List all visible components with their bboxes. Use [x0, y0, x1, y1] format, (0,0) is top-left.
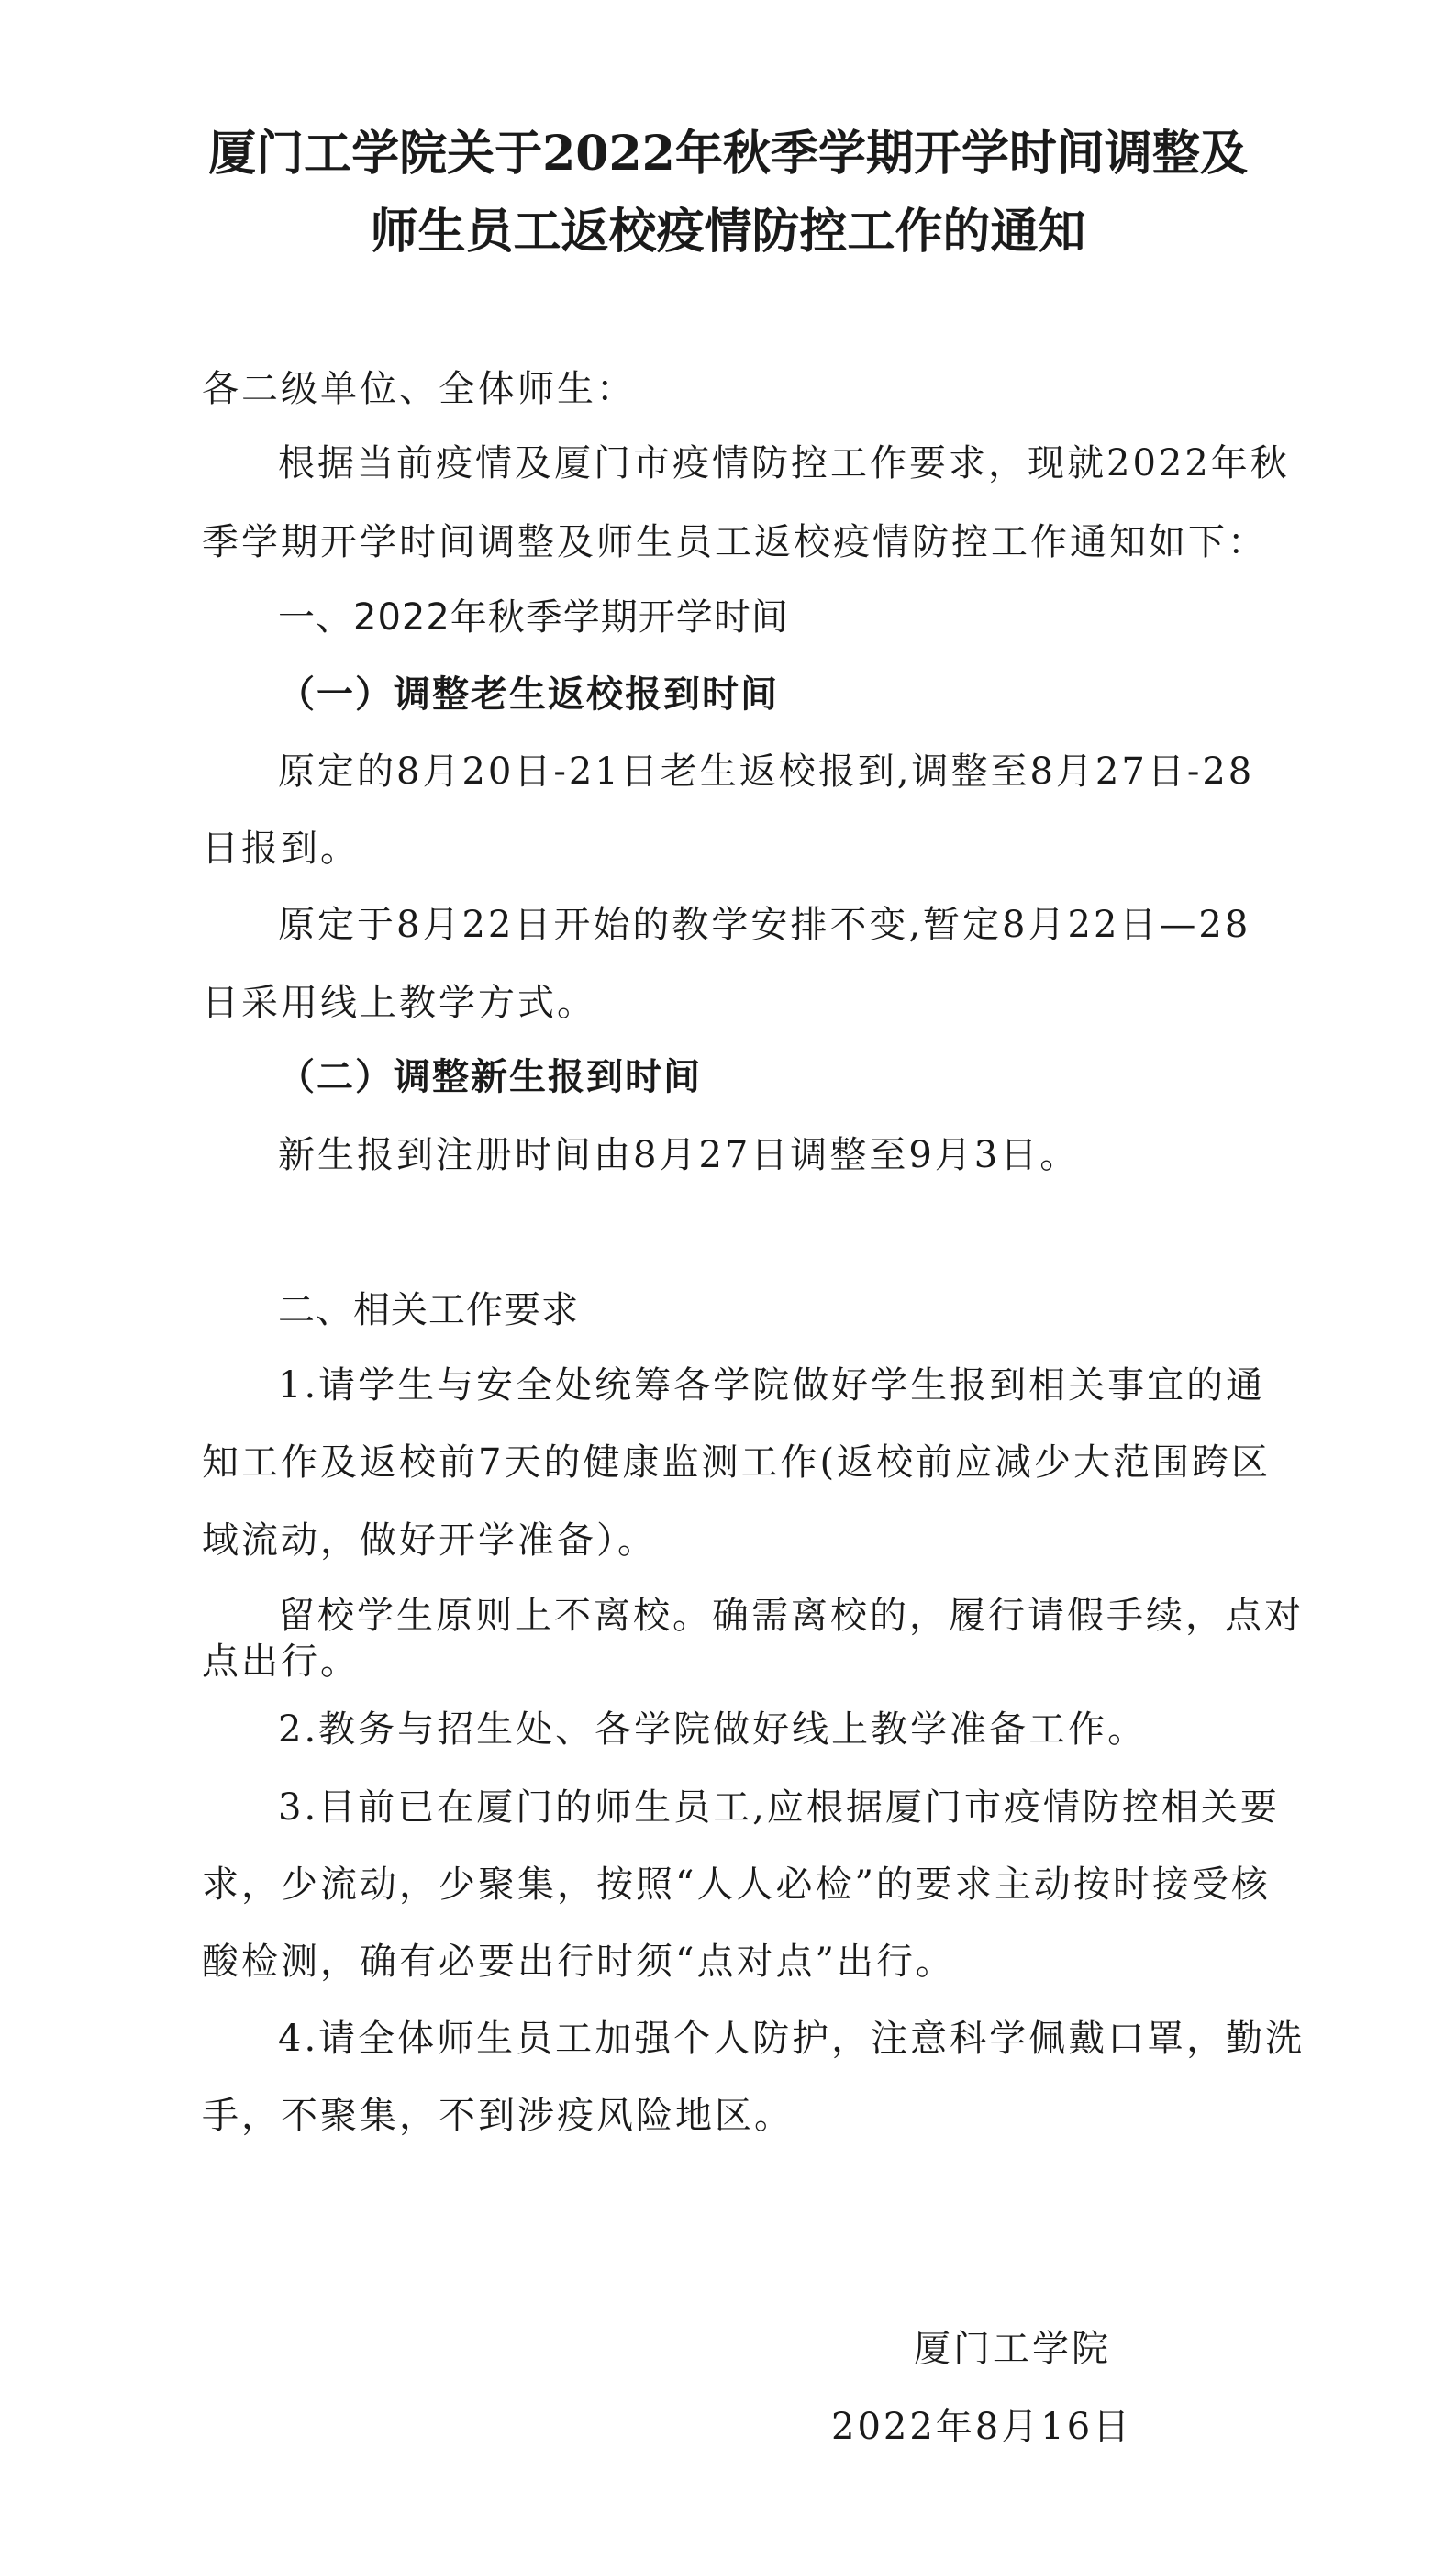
section-2-item-1-line-2: 知工作及返校前7天的健康监测工作(返校前应减少大范围跨区: [202, 1441, 1272, 1484]
section-2-note-line-1: 留校学生原则上不离校。确需离校的，履行请假手续，点对: [278, 1595, 1304, 1637]
section-1-sub-1-heading: （一）调整老生返校报到时间: [278, 673, 779, 716]
intro-line-2: 季学期开学时间调整及师生员工返校疫情防控工作通知如下：: [202, 521, 1267, 563]
signature-date: 2022年8月16日: [831, 2406, 1133, 2448]
signature-organization: 厦门工学院: [914, 2328, 1111, 2370]
section-2-heading: 二、相关工作要求: [278, 1289, 579, 1331]
section-2-note-line-2: 点出行。: [202, 1641, 360, 1683]
section-1-sub-2-p1-line-1: 新生报到注册时间由8月27日调整至9月3日。: [278, 1134, 1080, 1176]
section-1-sub-1-p1-line-1: 原定的8月20日-21日老生返校报到,调整至8月27日-28: [278, 751, 1255, 793]
section-1-sub-2-heading: （二）调整新生报到时间: [278, 1055, 702, 1098]
section-2-item-1-line-3: 域流动，做好开学准备）。: [202, 1519, 657, 1562]
intro-line-1: 根据当前疫情及厦门市疫情防控工作要求，现就2022年秋: [278, 442, 1290, 484]
section-1-sub-1-p2-line-1: 原定于8月22日开始的教学安排不变,暂定8月22日—28: [278, 904, 1251, 946]
section-2-item-2-line-1: 2.教务与招生处、各学院做好线上教学准备工作。: [278, 1708, 1148, 1751]
salutation: 各二级单位、全体师生：: [202, 368, 636, 410]
section-2-item-3-line-3: 酸检测，确有必要出行时须“点对点”出行。: [202, 1941, 955, 1983]
section-1-sub-1-p2-line-2: 日采用线上教学方式。: [202, 982, 596, 1024]
section-2-item-3-line-2: 求，少流动，少聚集，按照“人人必检”的要求主动按时接受核: [202, 1864, 1271, 1906]
document-title-line-2: 师生员工返校疫情防控工作的通知: [370, 204, 1086, 260]
document-title-line-1: 厦门工学院关于2022年秋季学期开学时间调整及: [208, 126, 1248, 182]
section-2-item-4-line-1: 4.请全体师生员工加强个人防护，注意科学佩戴口罩，勤洗: [278, 2018, 1306, 2060]
section-2-item-4-line-2: 手，不聚集，不到涉疫风险地区。: [202, 2095, 794, 2137]
section-2-item-3-line-1: 3.目前已在厦门的师生员工,应根据厦门市疫情防控相关要: [278, 1786, 1280, 1829]
section-1-sub-1-p1-line-2: 日报到。: [202, 828, 360, 870]
section-2-item-1-line-1: 1.请学生与安全处统筹各学院做好学生报到相关事宜的通: [278, 1364, 1266, 1407]
section-1-heading: 一、2022年秋季学期开学时间: [278, 596, 789, 639]
